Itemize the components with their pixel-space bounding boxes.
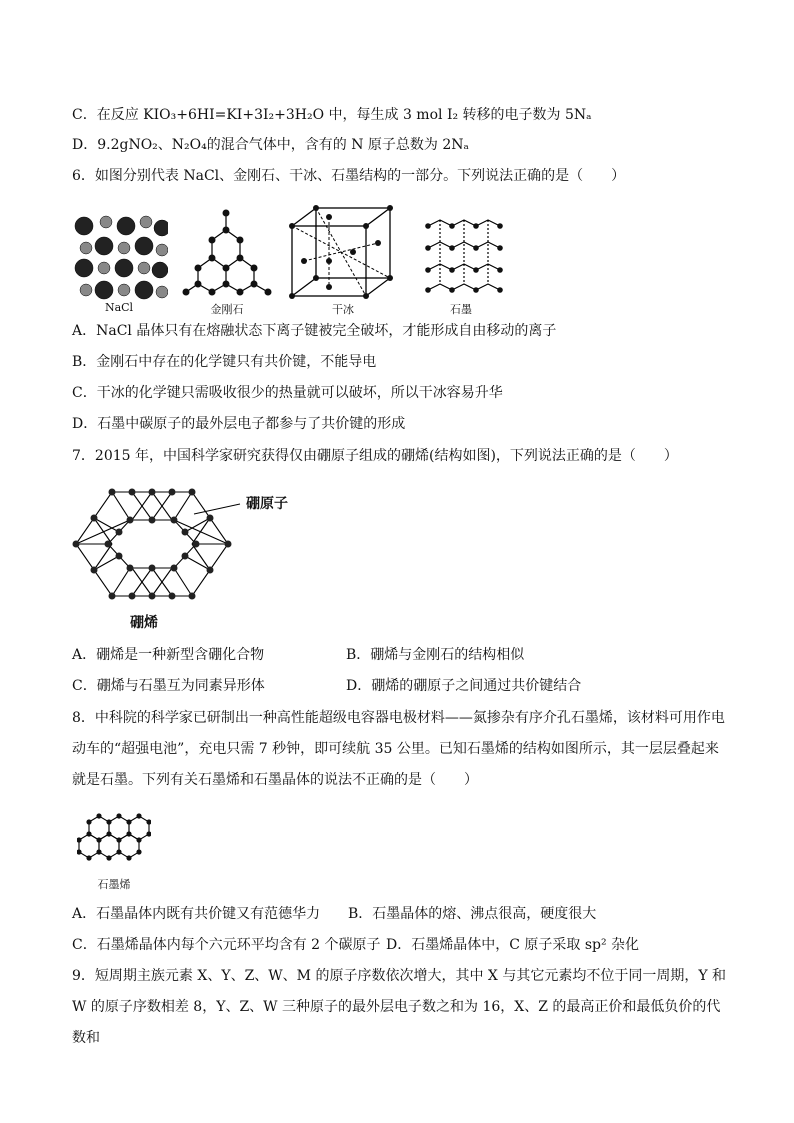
q5-option-c: C．在反应 KIO₃+6HI=KI+3I₂+3H₂O 中，每生成 3 mol I₂ 转移的电子数为 5Nₐ: [72, 107, 592, 123]
borophene-caption: 硼烯: [130, 615, 158, 631]
q7-option-c: C．硼烯与石墨互为同素异形体: [72, 678, 265, 694]
q7-option-b: B．硼烯与金刚石的结构相似: [346, 647, 525, 663]
nacl-structure-image: [74, 212, 168, 304]
q8-option-b: B．石墨晶体的熔、沸点很高，硬度很大: [348, 906, 597, 922]
graphene-structure-image: [77, 808, 151, 868]
diamond-caption: 金刚石: [210, 303, 244, 316]
q8-option-c: C．石墨烯晶体内每个六元环平均含有 2 个碳原子: [72, 937, 381, 953]
nacl-caption: NaCl: [104, 301, 134, 314]
graphite-caption: 石墨: [450, 303, 472, 316]
q6-option-a: A．NaCl 晶体只有在熔融状态下离子键被完全破坏，才能形成自由移动的离子: [72, 323, 557, 339]
diamond-structure-image: [182, 208, 272, 300]
q8-stem: 8．中科院的科学家已研制出一种高性能超级电容器电极材料——氮掺杂有序介孔石墨烯，该材料可用作电动车的“超强电池”，充电只需 7 秒钟，即可续航 35 公里。已知石墨烯的结构如图所示，其一层层叠起来就是石墨。下列有关石墨烯和石墨晶体的说法不正确的是（ ）: [72, 710, 725, 788]
q6-option-b: B．金刚石中存在的化学键只有共价键，不能导电: [72, 354, 377, 370]
graphite-structure-image: [424, 214, 504, 294]
q8-option-a: A．石墨晶体内既有共价键又有范德华力: [72, 906, 321, 922]
q6-option-c: C．干冰的化学键只需吸收很少的热量就可以破坏，所以干冰容易升华: [72, 385, 503, 401]
q9-stem: 9．短周期主族元素 X、Y、Z、W、M 的原子序数依次增大，其中 X 与其它元素均不位于同一周期，Y 和 W 的原子序数相差 8，Y、Z、W 三种原子的最外层电子数之和为 16，X、Z 的最高正价和最低负价的代数和: [72, 968, 727, 1046]
q7-option-a: A．硼烯是一种新型含硼化合物: [72, 647, 265, 663]
boron-atom-label: 硼原子: [246, 496, 288, 512]
q6-option-d: D．石墨中碳原子的最外层电子都参与了共价键的形成: [72, 416, 406, 432]
dry-ice-caption: 干冰: [332, 303, 354, 316]
q8-option-d: D．石墨烯晶体中，C 原子采取 sp² 杂化: [386, 937, 640, 953]
q6-figure: [72, 200, 492, 315]
boron-atom-pointer-line: [192, 498, 242, 518]
dry-ice-structure-image: [286, 204, 398, 300]
q6-stem: 6．如图分别代表 NaCl、金刚石、干冰、石墨结构的一部分。下列说法正确的是（ ）: [72, 168, 626, 184]
q7-option-d: D．硼烯的硼原子之间通过共价键结合: [346, 678, 582, 694]
q7-stem: 7．2015 年，中国科学家研究获得仅由硼原子组成的硼烯(结构如图)，下列说法正确的是（ ）: [72, 448, 678, 464]
graphene-caption: 石墨烯: [97, 878, 131, 891]
q5-option-d: D．9.2gNO₂、N₂O₄的混合气体中，含有的 N 原子总数为 2Nₐ: [72, 137, 469, 153]
